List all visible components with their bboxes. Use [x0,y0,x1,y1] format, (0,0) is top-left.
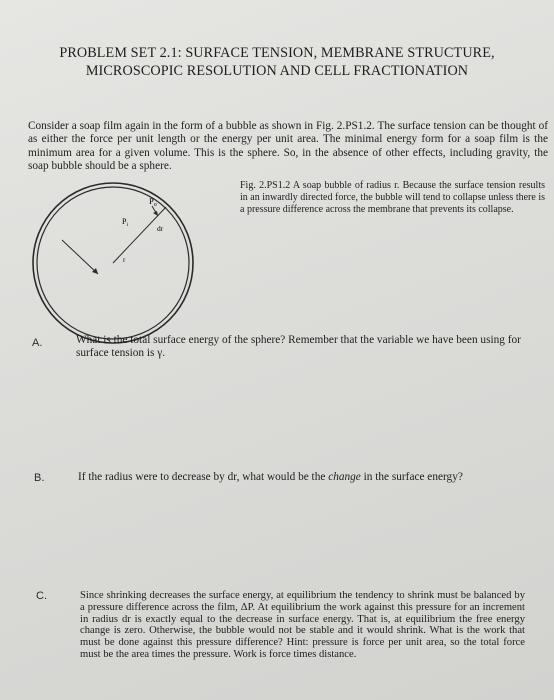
dr-arrowhead [153,211,158,216]
title-line-1: PROBLEM SET 2.1: SURFACE TENSION, MEMBRANE STRUCTURE, [59,45,495,61]
p-inside-label: $P_i$ [122,217,128,228]
title-line-2: MICROSCOPIC RESOLUTION AND CELL FRACTIONATION [85,63,469,79]
dr-label: dr [157,224,164,233]
intro-paragraph: Consider a soap film again in the form of a bubble as shown in Fig. 2.PS1.2. The surface tension can be thought of as either the force per unit length or the energy per unit area. The minimal energy form for a soap film is the minimum area for a given volume. This is the sphere. So, in the absence of other effects, including gravity, the soap bubble should be a sphere. [28,120,548,173]
question-c-text: Since shrinking decreases the surface energy, at equilibrium the tendency to shrink must be balanced by a pressure difference across the film, ΔP. At equilibrium the work against this pressure for an increment in radius dr is exactly equal to the decrease in surface energy. That is, at equilibrium the free energy change is zero. Otherwise, the bubble would not be stable and it would shrink. What is the work that must be done against this pressure difference? Hint: pressure is force per unit area, so the total force must be the area times the pressure. Work is force times distance. [80,590,525,660]
p-outside-label: $P_o$ [149,196,157,208]
question-a-text: What is the total surface energy of the sphere? Remember that the variable we have been using for surface tension is γ. [76,334,521,359]
question-b-label: B. [34,472,45,484]
question-b-emphasis: change [328,471,361,483]
question-b-text [78,471,538,484]
r-label: r [123,256,126,264]
question-a-label: A. [32,337,43,349]
figure-caption: Fig. 2.PS1.2 A soap bubble of radius r. Because the surface tension results in an inwardly directed force, the bubble will tend to collapse unless there is a pressure difference across the membrane that prevents its collapse. [240,180,545,215]
soap-bubble-figure [30,180,200,350]
question-c-label: C. [36,590,47,602]
question-b-text-end: in the surface energy? [360,471,463,483]
problem-set-title [20,44,534,80]
inner-arrow [62,240,98,274]
question-b-text-start: If the radius were to decrease by dr, what would be the [78,471,329,483]
